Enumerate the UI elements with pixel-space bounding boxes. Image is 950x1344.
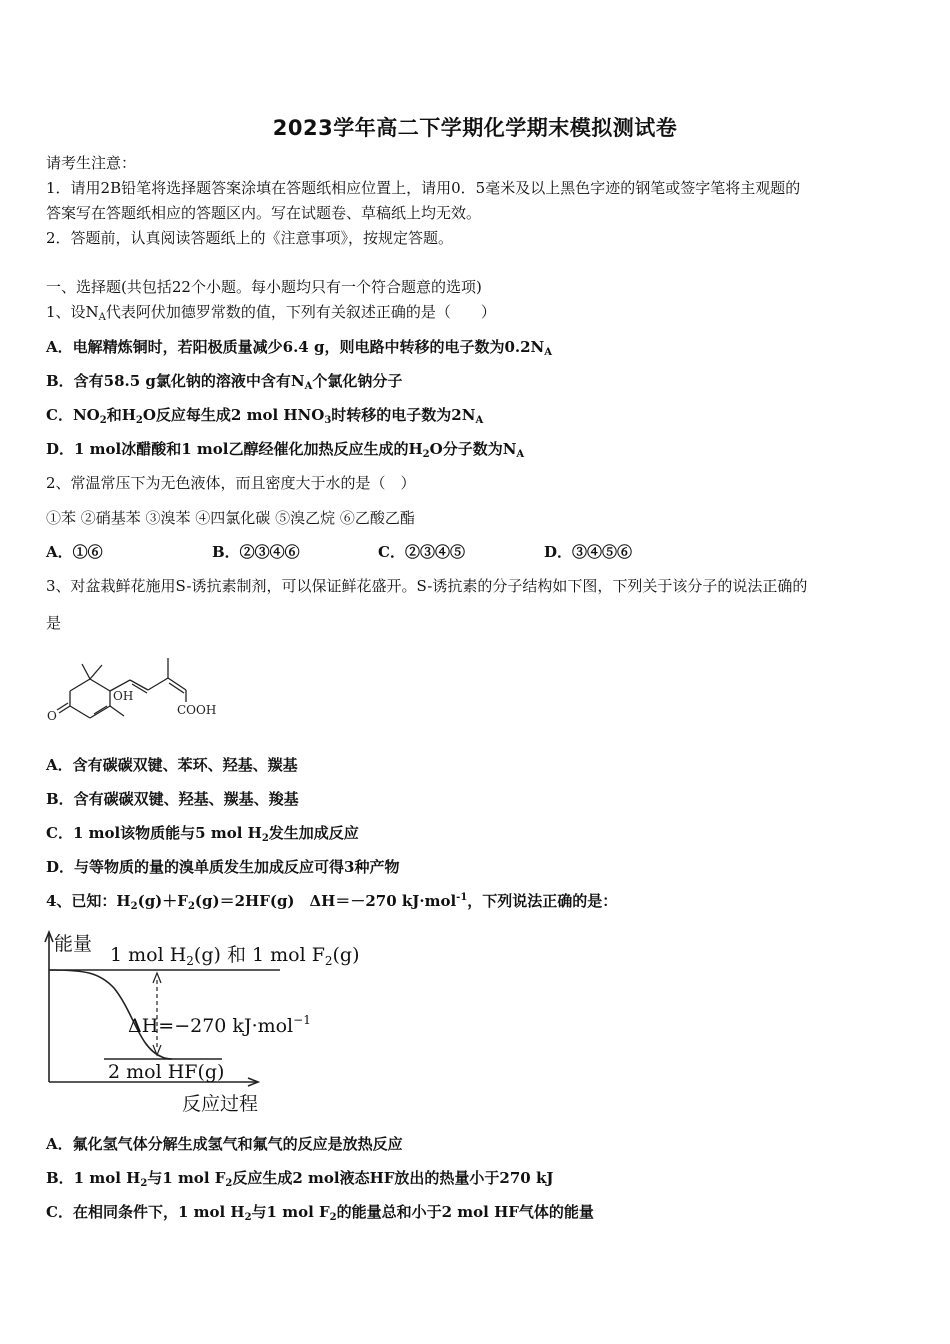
section-heading: 一、选择题(共包括22个小题。每小题均只有一个符合题意的选项) bbox=[46, 278, 482, 296]
diagram-x-label: 反应过程 bbox=[182, 1093, 259, 1115]
diagram-y-label: 能量 bbox=[54, 933, 93, 955]
page-title: 2023学年高二下学期化学期末模拟测试卷 bbox=[272, 116, 678, 140]
q1-stem: 1、设$N_A$代表阿伏加德罗常数的值，下列有关叙述正确的是（ ） bbox=[46, 303, 496, 323]
q2-option-b: B．②③④⑥ bbox=[212, 543, 300, 561]
q4-stem: 4、已知：$H_2(g)+F_2(g)=2HF(g)$ ΔH＝－270 kJ·mol$^{-1}$，下列说法正确的是： bbox=[46, 892, 618, 912]
molecule-oh-label: OH bbox=[113, 689, 134, 703]
q4-option-a: A．氟化氢气体分解生成氢气和氟气的反应是放热反应 bbox=[46, 1135, 403, 1153]
q1-option-d: D．1 mol冰醋酸和1 mol乙醇经催化加热反应生成的$H_2O$分子数为$N_A$ bbox=[46, 440, 525, 460]
q3-option-b: B．含有碳碳双键、羟基、羰基、羧基 bbox=[46, 790, 299, 808]
q1-option-b: B．含有58.5 g氯化钠的溶液中含有$N_A$个氯化钠分子 bbox=[46, 372, 403, 392]
q4-option-b: B．1 mol $H_2$与1 mol $F_2$反应生成2 mol液态HF放出的热量小于270 kJ bbox=[46, 1169, 554, 1189]
notice-item-1a: 1．请用2B铅笔将选择题答案涂填在答题纸相应位置上，请用0．5毫米及以上黑色字迹的钢笔或签字笔将主观题的 bbox=[46, 179, 801, 197]
notice-heading: 请考生注意： bbox=[46, 154, 137, 172]
q3-option-c: C．1 mol该物质能与5 mol $H_2$发生加成反应 bbox=[46, 824, 359, 844]
q3-stem-line1: 3、对盆栽鲜花施用S-诱抗素制剂，可以保证鲜花盛开。S-诱抗素的分子结构如下图，下列关于该分子的说法正确的 bbox=[46, 577, 808, 595]
diagram-reactants-label: 1 mol $H_2(g)$ 和 1 mol $F_2(g)$ bbox=[110, 944, 360, 968]
q2-option-c: C．②③④⑤ bbox=[378, 543, 465, 561]
diagram-products-label: 2 mol HF(g) bbox=[108, 1061, 225, 1083]
molecule-structure bbox=[44, 650, 234, 730]
q3-option-a: A．含有碳碳双键、苯环、羟基、羰基 bbox=[46, 756, 298, 774]
q3-option-d: D．与等物质的量的溴单质发生加成反应可得3种产物 bbox=[46, 858, 400, 876]
q1-option-c: C．$NO_2$和$H_2O$反应每生成2 mol $HNO_3$时转移的电子数为$2N_A$ bbox=[46, 406, 484, 426]
diagram-delta-h-label: ΔH=−270 kJ·mol$^{-1}$ bbox=[128, 1013, 311, 1037]
q2-substance-list: ①苯 ②硝基苯 ③溴苯 ④四氯化碳 ⑤溴乙烷 ⑥乙酸乙酯 bbox=[46, 509, 415, 527]
notice-item-1b: 答案写在答题纸相应的答题区内。写在试题卷、草稿纸上均无效。 bbox=[46, 204, 482, 222]
q1-option-a: A．电解精炼铜时，若阳极质量减少6.4 g，则电路中转移的电子数为$0.2N_A$ bbox=[46, 338, 553, 358]
energy-diagram bbox=[44, 928, 374, 1120]
q2-stem: 2、常温常压下为无色液体，而且密度大于水的是（ ） bbox=[46, 474, 416, 492]
q4-option-c: C．在相同条件下，1 mol $H_2$与1 mol $F_2$的能量总和小于2 mol HF气体的能量 bbox=[46, 1203, 594, 1223]
notice-item-2: 2．答题前，认真阅读答题纸上的《注意事项》，按规定答题。 bbox=[46, 229, 454, 247]
q2-options bbox=[46, 541, 632, 562]
q2-option-d: D．③④⑤⑥ bbox=[544, 543, 633, 561]
molecule-cooh-label: COOH bbox=[177, 703, 217, 717]
q3-stem-line2: 是 bbox=[46, 614, 62, 632]
q2-option-a: A．①⑥ bbox=[46, 543, 103, 561]
molecule-o-label: O bbox=[47, 709, 57, 723]
